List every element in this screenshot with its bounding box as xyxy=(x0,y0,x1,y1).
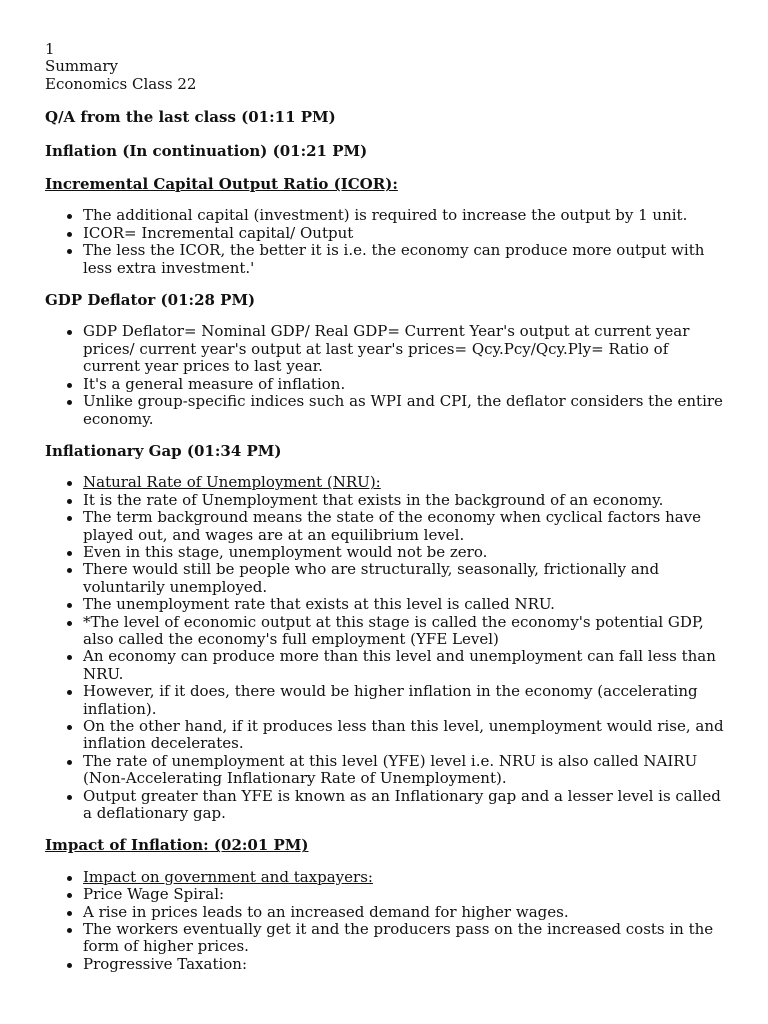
section-title-inflation: Inflation (In continuation) (01:21 PM) xyxy=(45,141,368,160)
section-title-qa: Q/A from the last class (01:11 PM) xyxy=(45,108,336,127)
list-item: However, if it does, there would be higher inflation in the economy (accelerating inflation). xyxy=(83,683,728,718)
list-item: The less the ICOR, the better it is i.e. the economy can produce more output with less extra investment.' xyxy=(83,242,728,277)
list-item: It's a general measure of inflation. xyxy=(83,376,728,393)
inflationary-gap-list xyxy=(45,474,728,822)
list-item-subheading: Natural Rate of Unemployment (NRU): xyxy=(83,474,728,491)
list-item: The rate of unemployment at this level (YFE) level i.e. NRU is also called NAIRU (Non-Accelerating Inflationary Rate of Unemployment). xyxy=(83,753,728,788)
list-item: Output greater than YFE is known as an Inflationary gap and a lesser level is called a deflationary gap. xyxy=(83,788,728,823)
document-header xyxy=(45,41,728,93)
list-item: *The level of economic output at this stage is called the economy's potential GDP, also called the economy's full employment (YFE Level) xyxy=(83,614,728,649)
list-item: GDP Deflator= Nominal GDP/ Real GDP= Current Year's output at current year prices/ current year's output at last year's prices= Qcy.Pcy/Qcy.Ply= Ratio of current year prices to last year. xyxy=(83,323,728,375)
section-title-impact: Impact of Inflation: (02:01 PM) xyxy=(45,836,309,855)
list-item: A rise in prices leads to an increased demand for higher wages. xyxy=(83,904,728,921)
gdp-deflator-list xyxy=(45,323,728,427)
list-item: Progressive Taxation: xyxy=(83,956,728,973)
section-title-icor: Incremental Capital Output Ratio (ICOR): xyxy=(45,175,398,194)
list-item: ICOR= Incremental capital/ Output xyxy=(83,225,728,242)
course-title: Economics Class 22 xyxy=(45,74,197,93)
icor-list xyxy=(45,207,728,277)
section-title-inflationary-gap: Inflationary Gap (01:34 PM) xyxy=(45,441,282,460)
page-number: 1 xyxy=(45,40,55,58)
summary-label: Summary xyxy=(45,57,118,76)
list-item-subheading: Impact on government and taxpayers: xyxy=(83,869,728,886)
list-item: The additional capital (investment) is required to increase the output by 1 unit. xyxy=(83,207,728,224)
list-item: Even in this stage, unemployment would not be zero. xyxy=(83,544,728,561)
list-item: Unlike group-specific indices such as WPI and CPI, the deflator considers the entire economy. xyxy=(83,393,728,428)
list-item: Price Wage Spiral: xyxy=(83,886,728,903)
list-item: It is the rate of Unemployment that exists in the background of an economy. xyxy=(83,492,728,509)
list-item: The unemployment rate that exists at this level is called NRU. xyxy=(83,596,728,613)
section-title-gdp-deflator: GDP Deflator (01:28 PM) xyxy=(45,291,256,310)
list-item: On the other hand, if it produces less than this level, unemployment would rise, and inflation decelerates. xyxy=(83,718,728,753)
list-item: The term background means the state of the economy when cyclical factors have played out, and wages are at an equilibrium level. xyxy=(83,509,728,544)
list-item: There would still be people who are structurally, seasonally, frictionally and voluntarily unemployed. xyxy=(83,561,728,596)
list-item: An economy can produce more than this level and unemployment can fall less than NRU. xyxy=(83,648,728,683)
list-item: The workers eventually get it and the producers pass on the increased costs in the form of higher prices. xyxy=(83,921,728,956)
impact-list xyxy=(45,869,728,973)
